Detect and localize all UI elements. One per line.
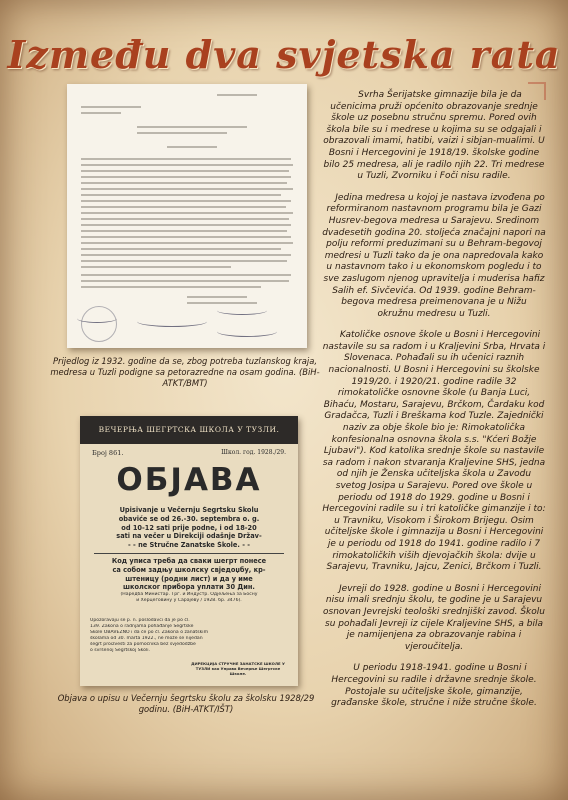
handwritten-signature: [137, 316, 207, 327]
typed-text-line: [81, 194, 281, 196]
typed-text-line: [81, 274, 291, 276]
enrollment-notice-poster: [80, 416, 298, 686]
typed-text-line: [81, 280, 289, 282]
article-text: [322, 90, 546, 720]
handwritten-signature: [217, 326, 277, 337]
poster-line: Код уписа треба да сваки шегрт понесе: [111, 556, 267, 565]
typed-text-line: [81, 106, 141, 108]
poster-footer: ДИРЕКЦИЈА СТРУЧНЕ ЗАНАТСКЕ ШКОЛЕ У ТУЗЛИ као Управа Вечерње Шегртске Школе.: [191, 661, 285, 676]
typed-text-line: [187, 296, 247, 298]
poster-body: [94, 506, 284, 604]
poster-line: штеницу (родни лист) и да у име: [125, 574, 253, 583]
poster-line: obaviće se od 26.-30. septembra o. g.: [118, 514, 260, 523]
typed-text-line: [81, 212, 293, 214]
typed-text-line: [137, 132, 227, 134]
typed-text-line: [217, 94, 257, 96]
typed-text-line: [81, 248, 281, 250]
handwritten-signature: [217, 306, 267, 315]
typed-text-line: [81, 112, 121, 114]
poster-heading: ОБЈАВА: [116, 462, 262, 498]
poster-line: школског прибора уплати 30 Дин.: [123, 583, 255, 592]
poster-line: (Наредба Министар. Трг. и Индустр. Одјељења за Босну: [120, 592, 258, 598]
fine-print-line: Upozoravaju se p. n. poslodavci da je po čl.: [90, 618, 190, 623]
typed-text-line: [81, 158, 291, 160]
page-title: Između dva svjetska rata: [7, 32, 561, 77]
typed-text-line: [81, 218, 289, 220]
poster-number: Број 861.: [92, 449, 124, 457]
typed-text-line: [81, 286, 261, 288]
typed-text-line: [137, 126, 247, 128]
fine-print-line: školama od 30. marta 1922., ne može se nijedan: [90, 636, 203, 641]
fine-print-line: Škole OBAVEZNO i da će po čl. Zakona o zanatskim: [90, 630, 209, 635]
poster-line: - - ne Stručne Zanatske Škole. - -: [128, 541, 250, 550]
typed-text-line: [81, 236, 291, 238]
typed-text-line: [81, 176, 291, 178]
typed-text-line: [81, 182, 287, 184]
poster-fine-print: [90, 618, 288, 654]
poster-school-year: Школ. год. 1928./29.: [221, 449, 286, 456]
typed-text-line: [167, 146, 217, 148]
poster-line: sati na večer u Direkciji odašnje Držav-: [116, 532, 262, 541]
letter-caption: Prijedlog iz 1932. godine da se, zbog potreba tuzlanskog kraja, medresa u Tuzli podigne sa petorazredne na osam godina. (BiH-ATKT/BMT): [50, 356, 320, 388]
poster-banner: ВЕЧЕРЊА ШЕГРТСКА ШКОЛА У ТУЗЛИ.: [80, 416, 298, 444]
poster-line: са собом задњу школску свједоџбу, кр-: [112, 565, 266, 574]
fine-print-line: 139. Zakona o radnjama pohađanje Šegrtske: [90, 624, 194, 629]
typed-text-line: [187, 302, 257, 304]
typed-text-line: [81, 254, 291, 256]
handwritten-signature: [77, 314, 117, 323]
poster-caption: Objava o upisu u Večernju šegrtsku školu za školsku 1928/29 godinu. (BiH-ATKT/IŠT): [57, 693, 315, 714]
typed-text-line: [81, 230, 287, 232]
paragraph: Jevreji do 1928. godine u Bosni i Hercegovini nisu imali srednju školu, te godine je u Sarajevu osnovan Jevrejski teološki srednjiški zavod. Školu su pohađali Jevreji iz cijele Kraljevine SHS, a bila je namijenjena za obrazovanje rabina i vjeroučitelja.: [323, 583, 545, 652]
paragraph: Svrha Šerijatske gimnazije bila je da učenicima pruži općenito obrazovanje srednje škole uz posebnu stručnu spremu. Pored ovih škola bile su i medrese u kojima su se odgajali i obrazovali imami, hatibi, vaizi i sibjan-mualimi. U Bosni i Hercegovini je 1918/19. školske godine bilo 25 medresa, ali je radilo njih 22. Tri medrese u Tuzli, Zvorniku i Foči nisu radile.: [323, 90, 545, 182]
typed-text-line: [81, 170, 289, 172]
typed-text-line: [81, 206, 286, 208]
typed-text-line: [81, 224, 291, 226]
poster-line: и Херцеговину у Сарајеву / 1928. бр. 3476).: [136, 598, 242, 604]
typed-text-line: [81, 200, 291, 202]
typed-text-line: [81, 164, 293, 166]
paragraph: Jedina medresa u kojoj je nastava izvođena po reformiranom nastavnom programu bila je Gazi Husrev-begova medresa u Sarajevu. Sredinom dvadesetih godina 20. stoljeća značajni napori na polju reformi preduzimani su u Behram-begovoj medresi u Tuzli tako da je ona napredovala kako u nastavnom tako i u ekonomskom pogledu i to sve zaslugom njenog upravitelja i muderisa hafiz Salih ef. Sivčevića. Od 1939. godine Behram-begova medresa preimenovana je u Nižu okružnu medresu u Tuzli.: [322, 192, 546, 319]
typed-text-line: [81, 188, 293, 190]
official-stamp: [81, 306, 117, 342]
poster-divider: [94, 553, 284, 554]
fine-print-line: šegrt proizvesti za pomoćnika bez svjedodžbe: [90, 642, 196, 647]
historical-letter-image: [67, 84, 307, 348]
paragraph: Katoličke osnove škole u Bosni i Hercegovini nastavile su sa radom i u Kraljevini Srba, Hrvata i Slovenaca. Pohađali su ih učenici raznih nacionalnosti. U Bosni i Hercegovini su školske 1919/20. i 1920/21. godine radile 32 rimokatoličke osnovne škole (u Banja Luci, Bihaću, Mostaru, Sarajevu, Brčkom, Čardaku kod Gradačca, Tuzli i Breškama kod Tuzle. Zajednički naziv za obje škole bio je: Rimokatolička konfesionalna osnovna škola s.s. "Kćeri Božje Ljubavi"). Kod katolika srednje škole su nastavile sa radom i nakon stvaranja Kraljevine SHS, jedna od njih je Ženska učiteljska škola u Zavodu svetog Josipa u Sarajevu. Pored ove škole u periodu od 1918 do 1929. godine u Bosni i Hercegovini radile su i tri katoličke gimanzije i to: u Travniku, Visokom i Širokom Brijegu. Osim učiteljske škole i gimnazija u Bosni i Hercegovini je u periodu od 1918 do 1941. godine radilo i 7 rimokatoličkih viših djevojačkih škola: dvije u Sarajevu, Travniku, Jajcu, Zenici, Brčkom i Tuzli.: [322, 330, 546, 573]
paragraph: U periodu 1918-1941. godine u Bosni i Hercegovini su radile i državne srednje škole. Postojale su učiteljske škole, gimanzije, građanske škole, stručne i niže stručne škole.: [331, 663, 537, 709]
typed-text-line: [81, 260, 287, 262]
poster-line: Upisivanje u Večernju Šegrtsku Školu: [119, 506, 259, 514]
typed-text-line: [81, 266, 231, 268]
poster-line: od 10-12 sati prije podne, i od 18-20: [121, 523, 257, 532]
typed-text-line: [81, 242, 293, 244]
fine-print-line: o svršenoj Šegrtskoj Školi.: [90, 648, 150, 653]
